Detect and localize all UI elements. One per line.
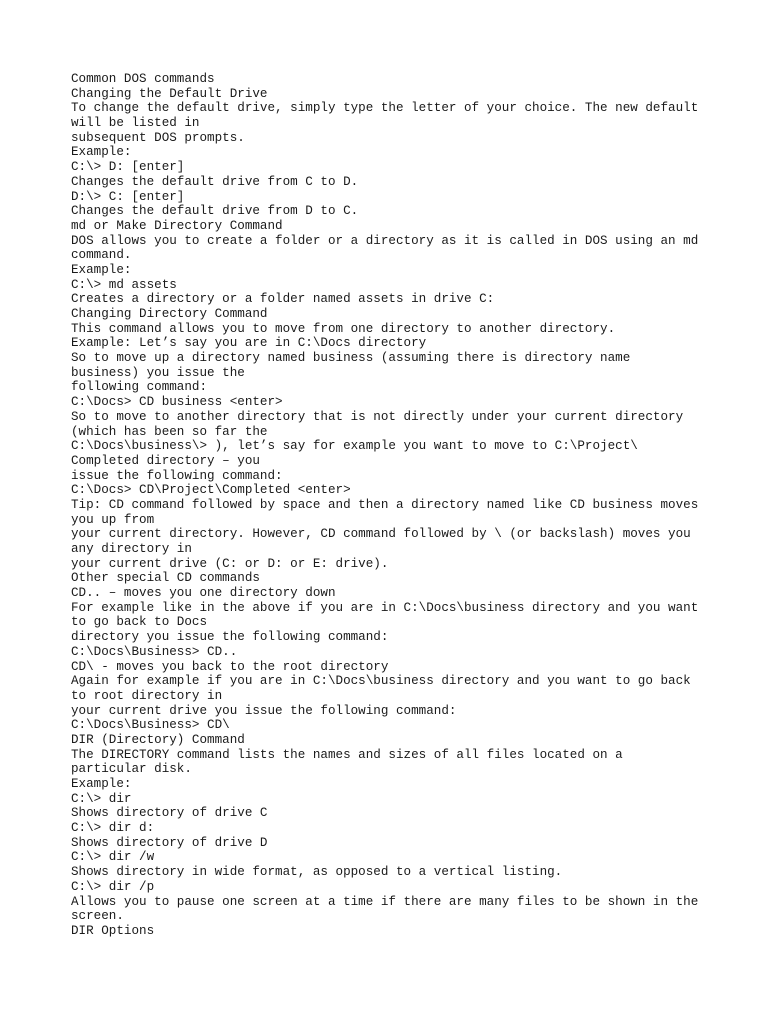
text-line: to root directory in <box>71 688 223 703</box>
text-line: particular disk. <box>71 762 192 777</box>
text-line: Again for example if you are in C:\Docs\business directory and you want to go back <box>71 674 691 689</box>
text-line: Example: Let’s say you are in C:\Docs directory <box>71 336 427 351</box>
document-title: Common DOS commands <box>71 72 215 86</box>
command-line: C:\> D: [enter] <box>71 160 185 175</box>
text-line: following command: <box>71 380 208 395</box>
command-line: C:\Docs\Business> CD.. <box>71 644 238 659</box>
document-text <box>71 72 711 939</box>
text-line: (which has been so far the <box>71 424 268 439</box>
text-line: DOS allows you to create a folder or a directory as it is called in DOS using an md <box>71 233 699 248</box>
text-line: directory you issue the following command: <box>71 630 389 645</box>
command-line: C:\Docs> CD\Project\Completed <enter> <box>71 483 351 498</box>
text-line: CD.. – moves you one directory down <box>71 586 336 601</box>
text-line: Allows you to pause one screen at a time if there are many files to be shown in the <box>71 894 699 909</box>
tip-line: Tip: CD command followed by space and then a directory named like CD business moves <box>71 497 699 512</box>
text-line: Creates a directory or a folder named assets in drive C: <box>71 292 495 307</box>
text-line: So to move to another directory that is not directly under your current directory <box>71 409 684 424</box>
command-line: C:\Docs> CD business <enter> <box>71 395 283 410</box>
text-line: For example like in the above if you are in C:\Docs\business directory and you want <box>71 600 699 615</box>
text-line: your current drive you issue the following command: <box>71 703 457 718</box>
text-line: Changes the default drive from C to D. <box>71 174 359 189</box>
text-line: any directory in <box>71 542 192 556</box>
text-line: command. <box>71 248 132 263</box>
command-line: C:\> md assets <box>71 277 177 292</box>
text-line: Example: <box>71 145 132 160</box>
section-heading-default-drive: Changing the Default Drive <box>71 86 268 101</box>
text-line: subsequent DOS prompts. <box>71 130 245 145</box>
command-line: C:\Docs\Business> CD\ <box>71 718 230 733</box>
text-line: CD\ - moves you back to the root directory <box>71 659 389 674</box>
command-line: C:\> dir /w <box>71 850 155 865</box>
command-line: D:\> C: [enter] <box>71 189 185 204</box>
command-line: C:\> dir /p <box>71 879 155 894</box>
text-line: This command allows you to move from one directory to another directory. <box>71 321 616 336</box>
text-line: Example: <box>71 777 132 791</box>
text-line: issue the following command: <box>71 468 283 483</box>
command-line: C:\> dir d: <box>71 821 155 836</box>
text-line: Shows directory in wide format, as opposed to a vertical listing. <box>71 865 563 880</box>
text-line: your current directory. However, CD command followed by \ (or backslash) moves you <box>71 527 691 542</box>
section-heading-md: md or Make Directory Command <box>71 218 283 233</box>
text-line: Example: <box>71 262 132 277</box>
section-heading-dir-options: DIR Options <box>71 923 155 938</box>
text-line: to go back to Docs <box>71 615 208 630</box>
text-line: To change the default drive, simply type the letter of your choice. The new default <box>71 101 699 116</box>
section-heading-special-cd: Other special CD commands <box>71 571 260 586</box>
text-line: will be listed in <box>71 116 200 131</box>
text-line: Shows directory of drive C <box>71 806 268 821</box>
text-line: C:\Docs\business\> ), let’s say for example you want to move to C:\Project\ <box>71 439 638 454</box>
command-line: C:\> dir <box>71 791 132 806</box>
section-heading-dir: DIR (Directory) Command <box>71 732 245 747</box>
text-line: Changes the default drive from D to C. <box>71 204 359 219</box>
text-line: your current drive (C: or D: or E: drive). <box>71 556 389 571</box>
text-line: Completed directory – you <box>71 453 260 468</box>
text-line: So to move up a directory named business (assuming there is directory name <box>71 351 631 366</box>
section-heading-cd: Changing Directory Command <box>71 307 268 321</box>
text-line: Shows directory of drive D <box>71 835 268 850</box>
text-line: screen. <box>71 909 124 924</box>
text-line: The DIRECTORY command lists the names and sizes of all files located on a <box>71 747 623 762</box>
text-line: business) you issue the <box>71 365 245 380</box>
text-line: you up from <box>71 512 155 527</box>
